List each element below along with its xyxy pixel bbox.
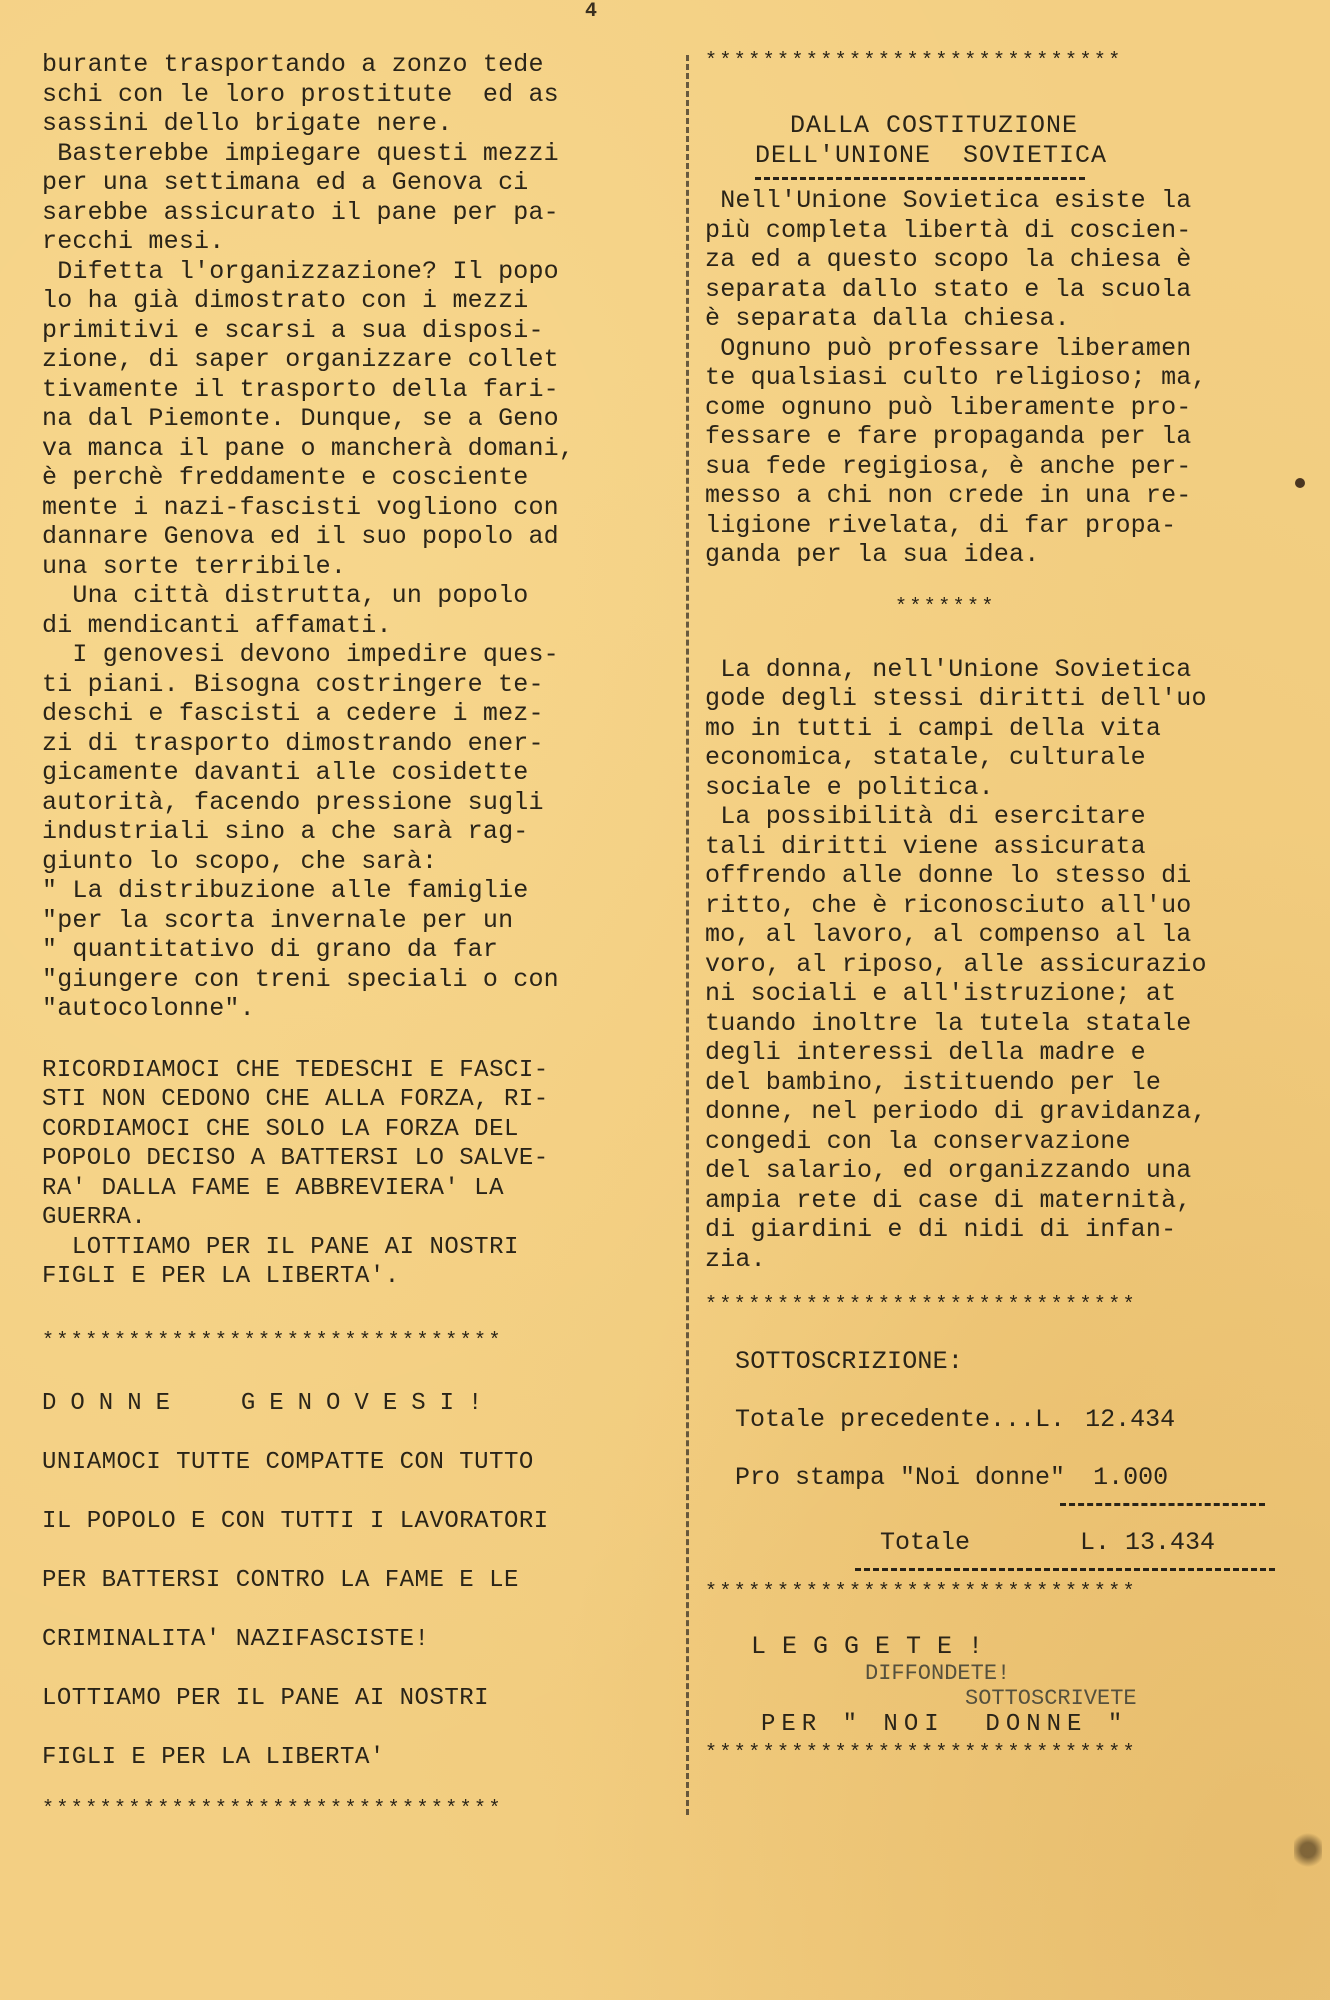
subscription-row <box>735 1405 1305 1435</box>
ink-spot <box>1295 478 1305 488</box>
text-line: giunto lo scopo, che sarà: <box>42 846 438 876</box>
text-line: gode degli stessi diritti dell'uo <box>705 684 1207 713</box>
text-line: Nell'Unione Sovietica esiste la <box>705 186 1192 215</box>
text-line: zia. <box>705 1244 766 1274</box>
text-line: industriali sino a che sarà rag- <box>42 817 529 846</box>
sum-rule <box>1060 1503 1265 1506</box>
total-rule <box>855 1568 1275 1571</box>
text-line: Basterebbe impiegare questi mezzi <box>42 138 559 168</box>
text-line: offrendo alle donne lo stesso di <box>705 861 1192 890</box>
donne-line: UNIAMOCI TUTTE COMPATTE CON TUTTO <box>42 1448 534 1476</box>
text-line: burante trasportando a zonzo tede <box>42 50 544 79</box>
text-line: zi di trasporto dimostrando ener- <box>42 728 544 758</box>
article-title-line-2: DELL'UNIONE SOVIETICA <box>755 141 1108 170</box>
column-divider <box>686 55 693 1815</box>
text-line: "autocolonne". <box>42 994 255 1023</box>
paragraph-freedom-of-conscience <box>705 186 1305 570</box>
left-column <box>42 50 662 1821</box>
article-title-line-1: DALLA COSTITUZIONE <box>790 111 1079 140</box>
text-line: di giardini e di nidi di infan- <box>705 1215 1177 1244</box>
mid-star-separator: ******* <box>895 595 996 619</box>
appeal-line: LOTTIAMO PER IL PANE AI NOSTRI <box>42 1233 519 1261</box>
text-line: lo ha già dimostrato con i mezzi <box>42 286 529 315</box>
text-line: messo a chi non crede in una re- <box>705 481 1192 510</box>
text-line: come ognuno può liberamente pro- <box>705 392 1192 422</box>
text-line: separata dallo stato e la scuola <box>705 274 1192 304</box>
donne-line: FIGLI E PER LA LIBERTA' <box>42 1743 385 1771</box>
text-line: per una settimana ed a Genova ci <box>42 168 529 197</box>
star-separator: ***************************** <box>705 50 1123 73</box>
text-line: ganda per la sua idea. <box>705 540 1040 569</box>
appeal-line: STI NON CEDONO CHE ALLA FORZA, RI- <box>42 1086 549 1113</box>
text-line: del salario, ed organizzando una <box>705 1156 1192 1185</box>
subscription-row-value: 1.000 <box>1093 1462 1169 1492</box>
subscription-total-value: L. 13.434 <box>1080 1527 1216 1557</box>
text-line: è separata dalla chiesa. <box>705 304 1070 333</box>
cta-subscribe: SOTTOSCRIVETE <box>965 1685 1137 1711</box>
text-line: ampia rete di case di maternità, <box>705 1185 1192 1215</box>
donne-genovesi-block <box>42 1389 662 1773</box>
appeal-line: POPOLO DECISO A BATTERSI LO SALVE- <box>42 1145 549 1172</box>
text-line: mo, al lavoro, al compenso al la <box>705 920 1192 949</box>
star-separator: ****************************** <box>705 1580 1138 1604</box>
subscription-title: SOTTOSCRIZIONE: <box>735 1347 964 1376</box>
text-line: primitivi e scarsi a sua disposi- <box>42 315 544 345</box>
text-line: La donna, nell'Unione Sovietica <box>705 654 1192 684</box>
text-line: di mendicanti affamati. <box>42 610 392 640</box>
subscription-row <box>735 1463 1305 1493</box>
star-separator: ****************************** <box>705 1294 1138 1317</box>
subscription-row-label: Pro stampa "Noi donne" <box>735 1462 1066 1492</box>
subscription-row-label: Totale precedente...L. <box>735 1404 1066 1434</box>
star-separator: ******************************** <box>42 1329 503 1353</box>
star-separator: ******************************** <box>42 1797 503 1821</box>
text-line: sarebbe assicurato il pane per pa- <box>42 197 559 227</box>
call-to-action-block <box>705 1632 1305 1738</box>
text-line: più completa libertà di coscien- <box>705 215 1192 245</box>
subscription-total-label: Totale <box>880 1527 971 1557</box>
donne-line: PER BATTERSI CONTRO LA FAME E LE <box>42 1566 519 1594</box>
text-line: deschi e fascisti a cedere i mez- <box>42 699 544 728</box>
text-line: voro, al riposo, alle assicurazio <box>705 949 1207 979</box>
title-underline <box>755 177 1085 180</box>
text-line: va manca il pane o mancherà domani, <box>42 433 575 463</box>
text-line: è perchè freddamente e cosciente <box>42 463 529 492</box>
page-number: 4 <box>585 0 598 23</box>
right-column <box>705 50 1305 1765</box>
text-line: gicamente davanti alle cosidette <box>42 758 529 787</box>
cta-noi-donne: PER " NOI DONNE " <box>761 1710 1129 1738</box>
subscription-block <box>705 1347 1305 1571</box>
paragraph-women-rights <box>705 655 1305 1275</box>
text-line: "giungere con treni speciali o con <box>42 964 559 994</box>
donne-line: IL POPOLO E CON TUTTI I LAVORATORI <box>42 1507 549 1535</box>
donne-line: CRIMINALITA' NAZIFASCISTE! <box>42 1625 430 1653</box>
article-continuation <box>42 50 662 1024</box>
text-line: te qualsiasi culto religioso; ma, <box>705 363 1207 392</box>
appeal-line: RA' DALLA FAME E ABBREVIERA' LA <box>42 1174 504 1202</box>
text-line: " quantitativo di grano da far <box>42 935 499 964</box>
donne-line: LOTTIAMO PER IL PANE AI NOSTRI <box>42 1684 490 1712</box>
cta-spread: DIFFONDETE! <box>865 1660 1011 1686</box>
text-line: sociale e politica. <box>705 772 994 802</box>
text-line: na dal Piemonte. Dunque, se a Geno <box>42 404 559 433</box>
text-line: La possibilità di esercitare <box>705 802 1146 831</box>
text-line: I genovesi devono impedire ques- <box>42 640 559 669</box>
appeal-line: RICORDIAMOCI CHE TEDESCHI E FASCI- <box>42 1056 549 1084</box>
subscription-total-row <box>735 1528 1305 1558</box>
text-line: ni sociali e all'istruzione; at <box>705 979 1177 1008</box>
text-line: del bambino, istituendo per le <box>705 1067 1162 1097</box>
text-line: ritto, che è riconosciuto all'uo <box>705 890 1192 920</box>
text-line: schi con le loro prostitute ed as <box>42 79 559 109</box>
text-line: Difetta l'organizzazione? Il popo <box>42 256 559 286</box>
text-line: economica, statale, culturale <box>705 743 1146 772</box>
text-line: Una città distrutta, un popolo <box>42 581 529 610</box>
text-line: fessare e fare propaganda per la <box>705 422 1192 451</box>
text-line: sassini dello brigate nere. <box>42 109 453 138</box>
text-line: donne, nel periodo di gravidanza, <box>705 1097 1207 1126</box>
text-line: ti piani. Bisogna costringere te- <box>42 669 544 699</box>
text-line: congedi con la conservazione <box>705 1126 1131 1156</box>
text-line: sua fede regigiosa, è anche per- <box>705 451 1192 481</box>
star-separator: ****************************** <box>705 1741 1138 1765</box>
text-line: tuando inoltre la tutela statale <box>705 1008 1192 1038</box>
text-line: mente i nazi-fascisti vogliono con <box>42 492 559 522</box>
soviet-constitution-article <box>705 111 1305 1274</box>
subscription-row-value: 12.434 <box>1085 1404 1176 1434</box>
text-line: tali diritti viene assicurata <box>705 831 1146 861</box>
text-line: Ognuno può professare liberamen <box>705 333 1192 363</box>
text-line: recchi mesi. <box>42 227 225 256</box>
appeal-line: GUERRA. <box>42 1204 147 1231</box>
cta-read: LEGGETE! <box>751 1631 1000 1661</box>
donne-genovesi-title: DONNE GENOVESI! <box>42 1389 497 1417</box>
appeal-line: CORDIAMOCI CHE SOLO LA FORZA DEL <box>42 1115 519 1143</box>
text-line: ligione rivelata, di far propa- <box>705 510 1177 540</box>
appeal-block <box>42 1056 662 1292</box>
text-line: "per la scorta invernale per un <box>42 905 514 935</box>
text-line: dannare Genova ed il suo popolo ad <box>42 522 559 551</box>
text-line: tivamente il trasporto della fari- <box>42 374 559 404</box>
text-line: zione, di saper organizzare collet <box>42 345 559 374</box>
ink-stain <box>1294 1830 1322 1870</box>
appeal-line: FIGLI E PER LA LIBERTA'. <box>42 1263 400 1290</box>
text-line: autorità, facendo pressione sugli <box>42 787 544 817</box>
text-line: za ed a questo scopo la chiesa è <box>705 245 1192 274</box>
text-line: mo in tutti i campi della vita <box>705 713 1162 743</box>
text-line: una sorte terribile. <box>42 551 347 581</box>
text-line: " La distribuzione alle famiglie <box>42 876 529 905</box>
text-line: degli interessi della madre e <box>705 1038 1146 1067</box>
